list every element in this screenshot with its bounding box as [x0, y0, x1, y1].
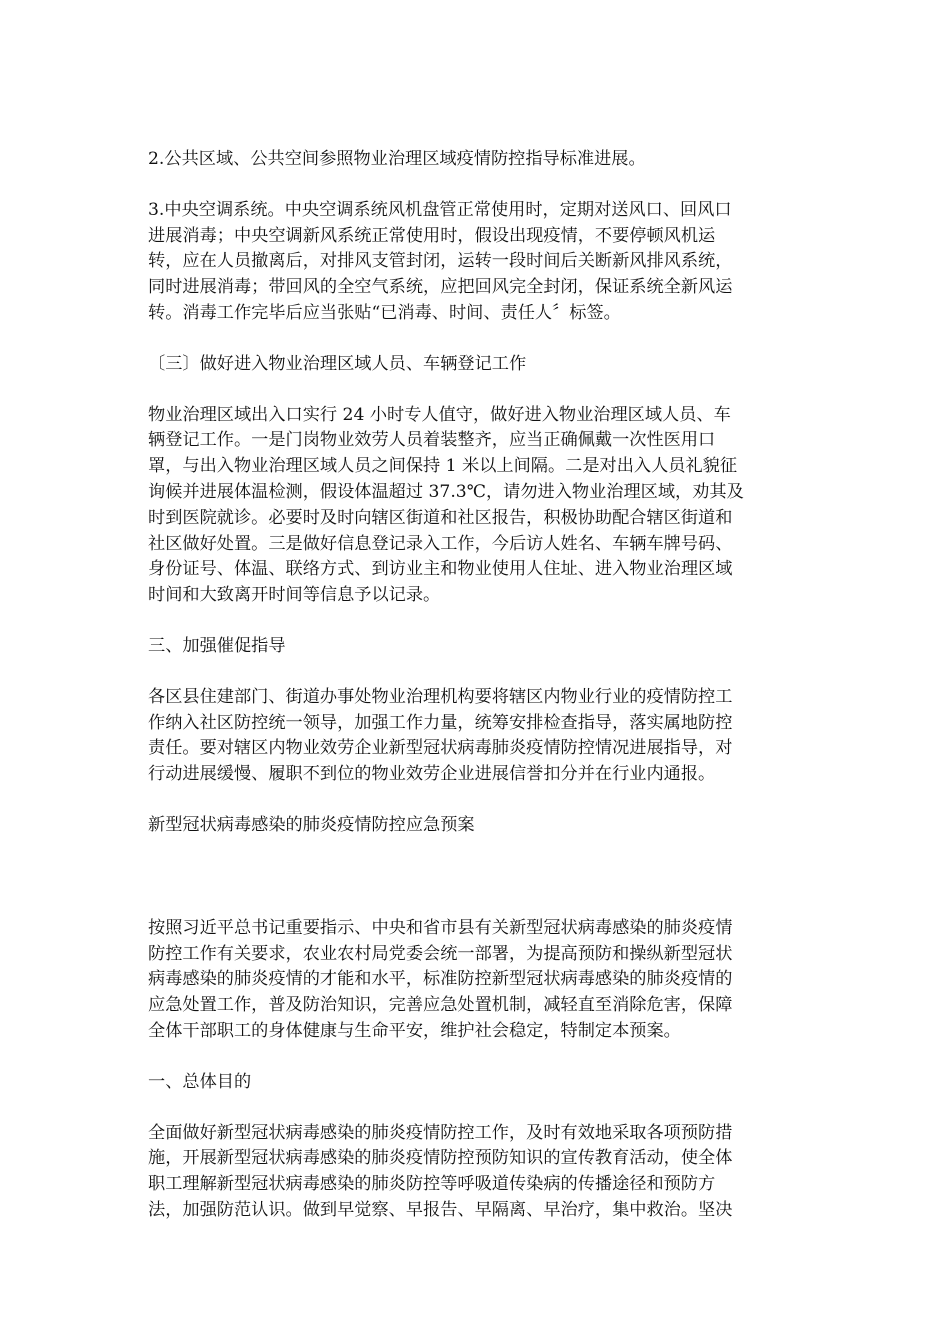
- text-line: 3.中央空调系统。中央空调系统风机盘管正常使用时，定期对送风口、回风口: [148, 199, 732, 220]
- paragraph-overall-goal: [148, 1121, 804, 1224]
- paragraph-plan-intro: [148, 916, 804, 1045]
- heading-emergency-plan: [148, 813, 804, 839]
- text-line: 物业治理区域出入口实行 24 小时专人值守，做好进入物业治理区域人员、车: [148, 404, 731, 425]
- text-line: 行动进展缓慢、履职不到位的物业效劳企业进展信誉扣分并在行业内通报。: [148, 764, 716, 785]
- text-line: 同时进展消毒；带回风的全空气系统，应把回风完全封闭，保证系统全新风运: [148, 277, 733, 298]
- text-line: 罩，与出入物业治理区域人员之间保持 1 米以上间隔。二是对出入人员礼貌征: [148, 456, 738, 477]
- text-line: 一、总体目的: [148, 1071, 252, 1092]
- paragraph-public-areas: [148, 147, 804, 173]
- text-line: 询候并进展体温检测，假设体温超过 37.3℃，请勿进入物业治理区域，劝其及: [148, 481, 744, 502]
- text-line: 转。消毒工作完毕后应当张贴“已消毒、时间、责任人〞标签。: [148, 302, 621, 323]
- text-line: 全面做好新型冠状病毒感染的肺炎疫情防控工作，及时有效地采取各项预防措: [148, 1122, 733, 1143]
- paragraph-spacer: [148, 1096, 804, 1121]
- text-line: 〔三〕做好进入物业治理区域人员、车辆登记工作: [148, 353, 527, 374]
- paragraph-spacer: [148, 788, 804, 813]
- paragraph-registration: [148, 403, 804, 609]
- text-line: 按照习近平总书记重要指示、中央和省市县有关新型冠状病毒感染的肺炎疫情: [148, 917, 733, 938]
- heading-registration: [148, 352, 804, 378]
- text-line: 转，应在人员撤离后，对排风支管封闭，运转一段时间后关断新风排风系统，: [148, 251, 733, 272]
- paragraph-central-ac: [148, 198, 804, 327]
- paragraph-spacer: [148, 1045, 804, 1070]
- text-line: 时间和大致离开时间等信息予以记录。: [148, 585, 441, 606]
- paragraph-spacer: [148, 839, 804, 916]
- paragraph-spacer: [148, 173, 804, 198]
- text-line: 全体干部职工的身体健康与生命平安，维护社会稳定，特制定本预案。: [148, 1020, 681, 1041]
- text-line: 病毒感染的肺炎疫情的才能和水平，标准防控新型冠状病毒感染的肺炎疫情的: [148, 969, 733, 990]
- text-line: 各区县住建部门、街道办事处物业治理机构要将辖区内物业行业的疫情防控工: [148, 686, 733, 707]
- text-line: 三、加强催促指导: [148, 635, 286, 656]
- text-line: 社区做好处置。三是做好信息登记录入工作，今后访人姓名、车辆车牌号码、: [148, 533, 733, 554]
- document-body: [148, 147, 804, 1224]
- text-line: 进展消毒；中央空调新风系统正常使用时，假设出现疫情，不要停顿风机运: [148, 225, 716, 246]
- text-line: 身份证号、体温、联络方式、到访业主和物业使用人住址、进入物业治理区域: [148, 559, 733, 580]
- text-line: 施，开展新型冠状病毒感染的肺炎疫情防控预防知识的宣传教育活动，使全体: [148, 1148, 733, 1169]
- text-line: 辆登记工作。一是门岗物业效劳人员着装整齐，应当正确佩戴一次性医用口: [148, 430, 716, 451]
- paragraph-spacer: [148, 660, 804, 685]
- paragraph-supervision: [148, 685, 804, 788]
- paragraph-spacer: [148, 609, 804, 634]
- text-line: 应急处置工作，普及防治知识，完善应急处置机制，减轻直至消除危害，保障: [148, 995, 733, 1016]
- text-line: 2.公共区域、公共空间参照物业治理区域疫情防控指导标准进展。: [148, 149, 646, 169]
- text-line: 作纳入社区防控统一领导，加强工作力量，统筹安排检查指导，落实属地防控: [148, 712, 733, 733]
- heading-supervision: [148, 634, 804, 660]
- text-line: 防控工作有关要求，农业农村局党委会统一部署，为提高预防和操纵新型冠状: [148, 943, 733, 964]
- paragraph-spacer: [148, 378, 804, 403]
- paragraph-spacer: [148, 327, 804, 352]
- text-line: 责任。要对辖区内物业效劳企业新型冠状病毒肺炎疫情防控情况进展指导，对: [148, 738, 733, 759]
- text-line: 新型冠状病毒感染的肺炎疫情防控应急预案: [148, 814, 475, 835]
- text-line: 职工理解新型冠状病毒感染的肺炎防控等呼吸道传染病的传播途径和预防方: [148, 1174, 716, 1195]
- text-line: 时到医院就诊。必要时及时向辖区街道和社区报告，积极协助配合辖区街道和: [148, 507, 733, 528]
- heading-overall-goal: [148, 1070, 804, 1096]
- text-line: 法，加强防范认识。做到早觉察、早报告、早隔离、早治疗，集中救治。坚决: [148, 1199, 733, 1220]
